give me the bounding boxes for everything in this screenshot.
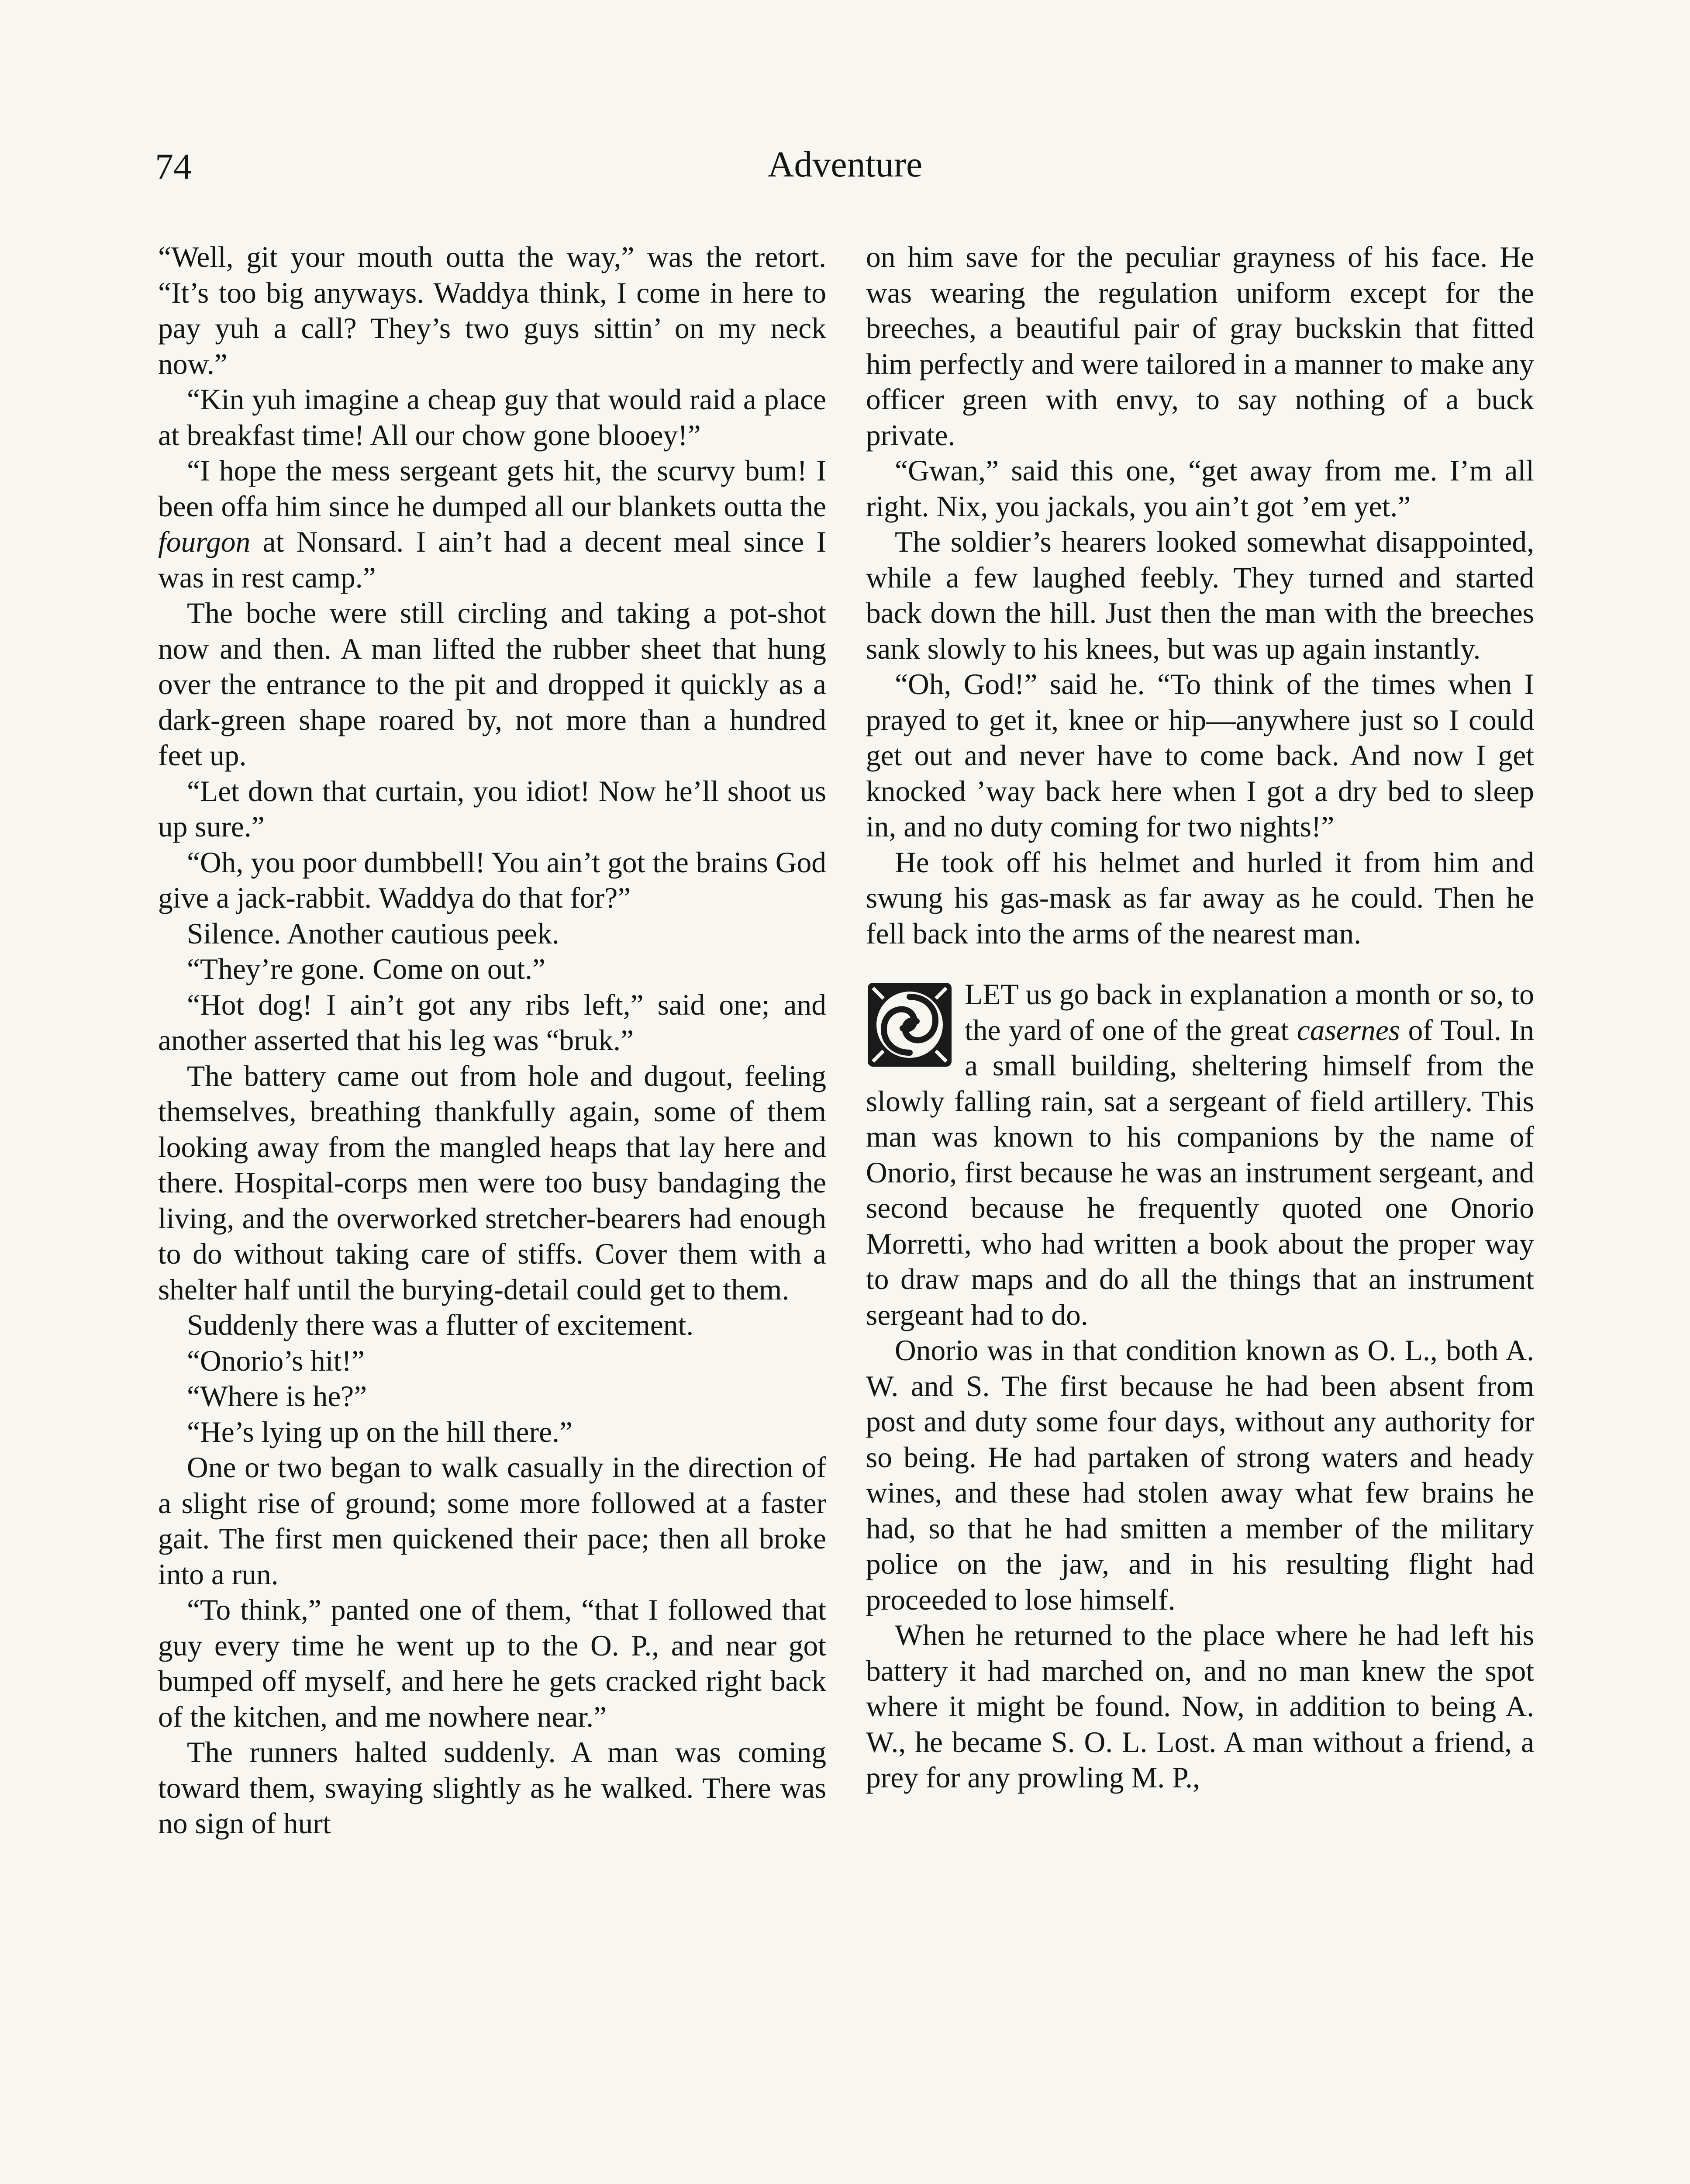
paragraph: “Where is he?” [187,1380,367,1413]
paragraph: “Let down that curtain, you idiot! Now he’ll shoot us up sure.” [158,774,826,843]
paragraph: “Well, git your mouth outta the way,” was the retort. “It’s too big anyways. Waddya think, I come in here to pay yuh a call? They’s two guys sittin’ on my neck now.” [158,241,826,380]
paragraph: “He’s lying up on the hill there.” [187,1415,573,1448]
paragraph: “Kin yuh imagine a cheap guy that would raid a place at breakfast time! All our chow gone blooey!” [158,383,826,452]
running-title: Adventure [767,144,923,185]
paragraph: The boche were still circling and taking a pot-shot now and then. A man lifted the rubber sheet that hung over the entrance to the pit and dropped it quickly as a dark-green shape roared by, not more than a hundred feet up. [158,597,826,772]
paragraph: Silence. Another cautious peek. [187,917,559,950]
paragraph: The soldier’s hearers looked somewhat disappointed, while a few laughed feebly. They turned and started back down the hill. Just then the man with the breeches sank slowly to his knees, but was up again instantly. [866,525,1534,665]
paragraph: “To think,” panted one of them, “that I followed that guy every time he went up to the O. P., and near got bumped off myself, and here he gets cracked right back of the kitchen, and me nowhere near.” [158,1593,826,1733]
paragraph: “I hope the mess sergeant gets hit, the scurvy bum! I been offa him since he dumped all our blankets outta the fourgon at Nonsard. I ain’t had a decent meal since I was in rest camp.” [158,454,826,594]
paragraph: “Oh, God!” said he. “To think of the times when I prayed to get it, knee or hip—anywhere just so I could get out and never have to come back. And now I get knocked ’way back here when I got a dry bed to sleep in, and no duty coming for two nights!” [866,668,1534,843]
italic-term: fourgon [158,525,251,558]
paragraph: He took off his helmet and hurled it from him and swung his gas-mask as far away as he could. Then he fell back into the arms of the nearest man. [866,846,1534,950]
paragraph: When he returned to the place where he had left his battery it had marched on, and no man knew the spot where it might be found. Now, in addition to being A. W., he became S. O. L. Lost. A man without a friend, a prey for any prowling M. P., [866,1619,1534,1794]
paragraph: “Gwan,” said this one, “get away from me. I’m all right. Nix, you jackals, you ain’t got ’em yet.” [866,454,1534,523]
paragraph: “Oh, you poor dumbbell! You ain’t got the brains God give a jack-rabbit. Waddya do that for?” [158,846,826,914]
paragraph: One or two began to walk casually in the direction of a slight rise of ground; some more followed at a faster gait. The first men quickened their pace; then all broke into a run. [158,1451,826,1591]
italic-term: casernes [1297,1013,1400,1047]
paragraph: “Hot dog! I ain’t got any ribs left,” said one; and another asserted that his leg was “bruk.” [158,988,826,1057]
paragraph: “Onorio’s hit!” [187,1344,365,1377]
paragraph: on him save for the peculiar grayness of his face. He was wearing the regulation uniform except for the breeches, a beautiful pair of gray buckskin that fitted him perfectly and were tailored in a manner to make any officer green with envy, to say nothing of a buck private. [866,241,1534,452]
paragraph: “They’re gone. Come on out.” [187,953,545,985]
section-start-paragraph: LET us go back in explanation a month or so, to the yard of one of the great casernes of Toul. In a small building, sheltering himself from the slowly falling rain, sat a sergeant of field artillery. This man was known to his companions by the name of Onorio, first because he was an instrument sergeant, and second because he frequently quoted one Onorio Morretti, who had written a book about the proper way to draw maps and do all the things that an instrument sergeant had to do. [866,978,1534,1331]
paragraph: Onorio was in that condition known as O. L., both A. W. and S. The first because he had been absent from post and duty some four days, without any authority for so being. He had partaken of strong waters and heady wines, and these had stolen away what few brains he had, so that he had smitten a member of the military police on the jaw, and in his resulting flight had proceeded to lose himself. [866,1334,1534,1616]
paragraph: The runners halted suddenly. A man was coming toward them, swaying slightly as he walked. There was no sign of hurt [158,1736,826,1840]
right-column [866,239,1534,1796]
paragraph: The battery came out from hole and dugout, feeling themselves, breathing thankfully again, some of them looking away from the mangled heaps that lay here and there. Hospital-corps men were too busy bandaging the living, and the overworked stretcher-bearers had enough to do without taking care of stiffs. Cover them with a shelter half until the burying-detail could get to them. [158,1059,826,1306]
left-column [158,239,826,1842]
paragraph: Suddenly there was a flutter of excitement. [187,1309,694,1341]
decorative-swirl-ornament-icon [866,981,953,1068]
page-number: 74 [155,146,192,187]
